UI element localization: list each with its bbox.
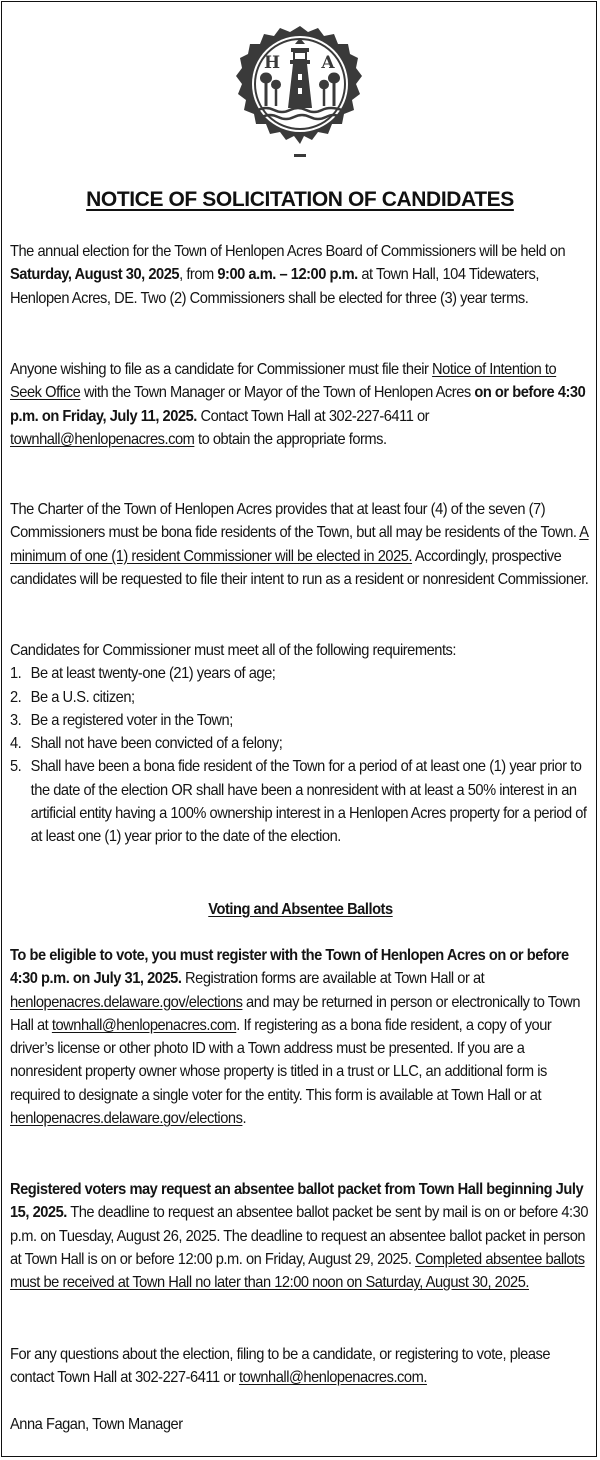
logo-letter-h: H xyxy=(263,53,281,73)
townhall-email-link[interactable]: townhall@henlopenacres.com xyxy=(10,430,195,448)
paragraph-charter: The Charter of the Town of Henlopen Acres provides that at least four (4) of the seven (7) Commissioners must be bona fide residents of the Town, but all may be residents of the Town. A minimum of one (1) resident Commissioner will be elected in 2025. Accordingly, prospective candidates will be requested to file their intent to run as a resident or nonresident Commissioner. xyxy=(10,501,589,588)
townhall-email-link[interactable]: townhall@henlopenacres.com. xyxy=(238,1369,427,1387)
paragraph-election-date: The annual election for the Town of Henlopen Acres Board of Commissioners will be held on Saturday, August 30, 2025, from 9:00 a.m. – 12:00 p.m. at Town Hall, 104 Tidewaters, Henlopen Acres, DE. Two (2) Commissioners shall be elected for three (3) year terms. xyxy=(10,243,566,307)
notice-title: NOTICE OF SOLICITATION OF CANDIDATES xyxy=(86,188,514,211)
logo-letter-a: A xyxy=(321,53,335,73)
list-item: 5. Shall have been a bona fide resident of the Town for a period of at least one (1) year prior to the date of the election OR shall have been a nonresident with at least a 50% interest in an artificial entity having a 100% ownership interest in a Henlopen Acres property for a period of at least one (1) year prior to the date of the election. xyxy=(10,758,587,846)
requirements-section xyxy=(10,639,591,849)
notice-of-intention-link[interactable]: Notice of Intention to Seek Office xyxy=(10,361,557,402)
list-item: 4. Shall not have been convicted of a felony; xyxy=(10,735,283,753)
elections-website-link[interactable]: henlopenacres.delaware.gov/elections xyxy=(10,1110,243,1128)
requirements-list xyxy=(10,662,591,848)
paragraph-filing: Anyone wishing to file as a candidate for Commissioner must file their Notice of Intention to Seek Office with the Town Manager or Mayor of the Town of Henlopen Acres on or before 4:30 p.m. on Friday, July 11, 2025. Contact Town Hall at 302-227-6411 or townhall@henlopenacres.com to obtain the appropriate forms. xyxy=(10,361,586,448)
list-item: 1. Be at least twenty-one (21) years of age; xyxy=(10,665,276,683)
paragraph-contact: For any questions about the election, filing to be a candidate, or registering to vote, please contact Town Hall at 302-227-6411 or townhall@henlopenacres.com. xyxy=(10,1346,551,1387)
paragraph-registration: To be eligible to vote, you must register with the Town of Henlopen Acres on or before 4:30 p.m. on July 31, 2025. Registration forms are available at Town Hall or at henlopenacres.delaware.gov/elections and may be returned in person or electronically to Town Hall at townhall@henlopenacres.com. If registering as a bona fide resident, a copy of your driver’s license or other photo ID with a Town address must be presented. If you are a nonresident property owner whose property is titled in a trust or LLC, an additional form is required to designate a single voter for the entity. This form is available at Town Hall or at henlopenacres.delaware.gov/elections. xyxy=(10,947,581,1128)
list-item: 2. Be a U.S. citizen; xyxy=(10,688,135,706)
paragraph-absentee: Registered voters may request an absentee ballot packet from Town Hall beginning July 15, 2025. The deadline to request an absentee ballot packet be sent by mail is on or before 4:30 p.m. on Tuesday, August 26, 2025. The deadline to request an absentee ballot packet in person at Town Hall is on or before 12:00 p.m. on Friday, August 29, 2025. Completed absentee ballots must be received at Town Hall no later than 12:00 noon on Saturday, August 30, 2025. xyxy=(10,1181,589,1292)
elections-website-link[interactable]: henlopenacres.delaware.gov/elections xyxy=(10,993,243,1011)
list-item: 3. Be a registered voter in the Town; xyxy=(10,711,233,729)
signature: Anna Fagan, Town Manager xyxy=(10,1416,183,1433)
lighthouse-seal-icon xyxy=(236,22,364,164)
section-heading: Voting and Absentee Ballots xyxy=(208,901,393,918)
townhall-email-link[interactable]: townhall@henlopenacres.com xyxy=(51,1016,237,1034)
requirements-intro: Candidates for Commissioner must meet all of the following requirements: xyxy=(10,642,457,659)
